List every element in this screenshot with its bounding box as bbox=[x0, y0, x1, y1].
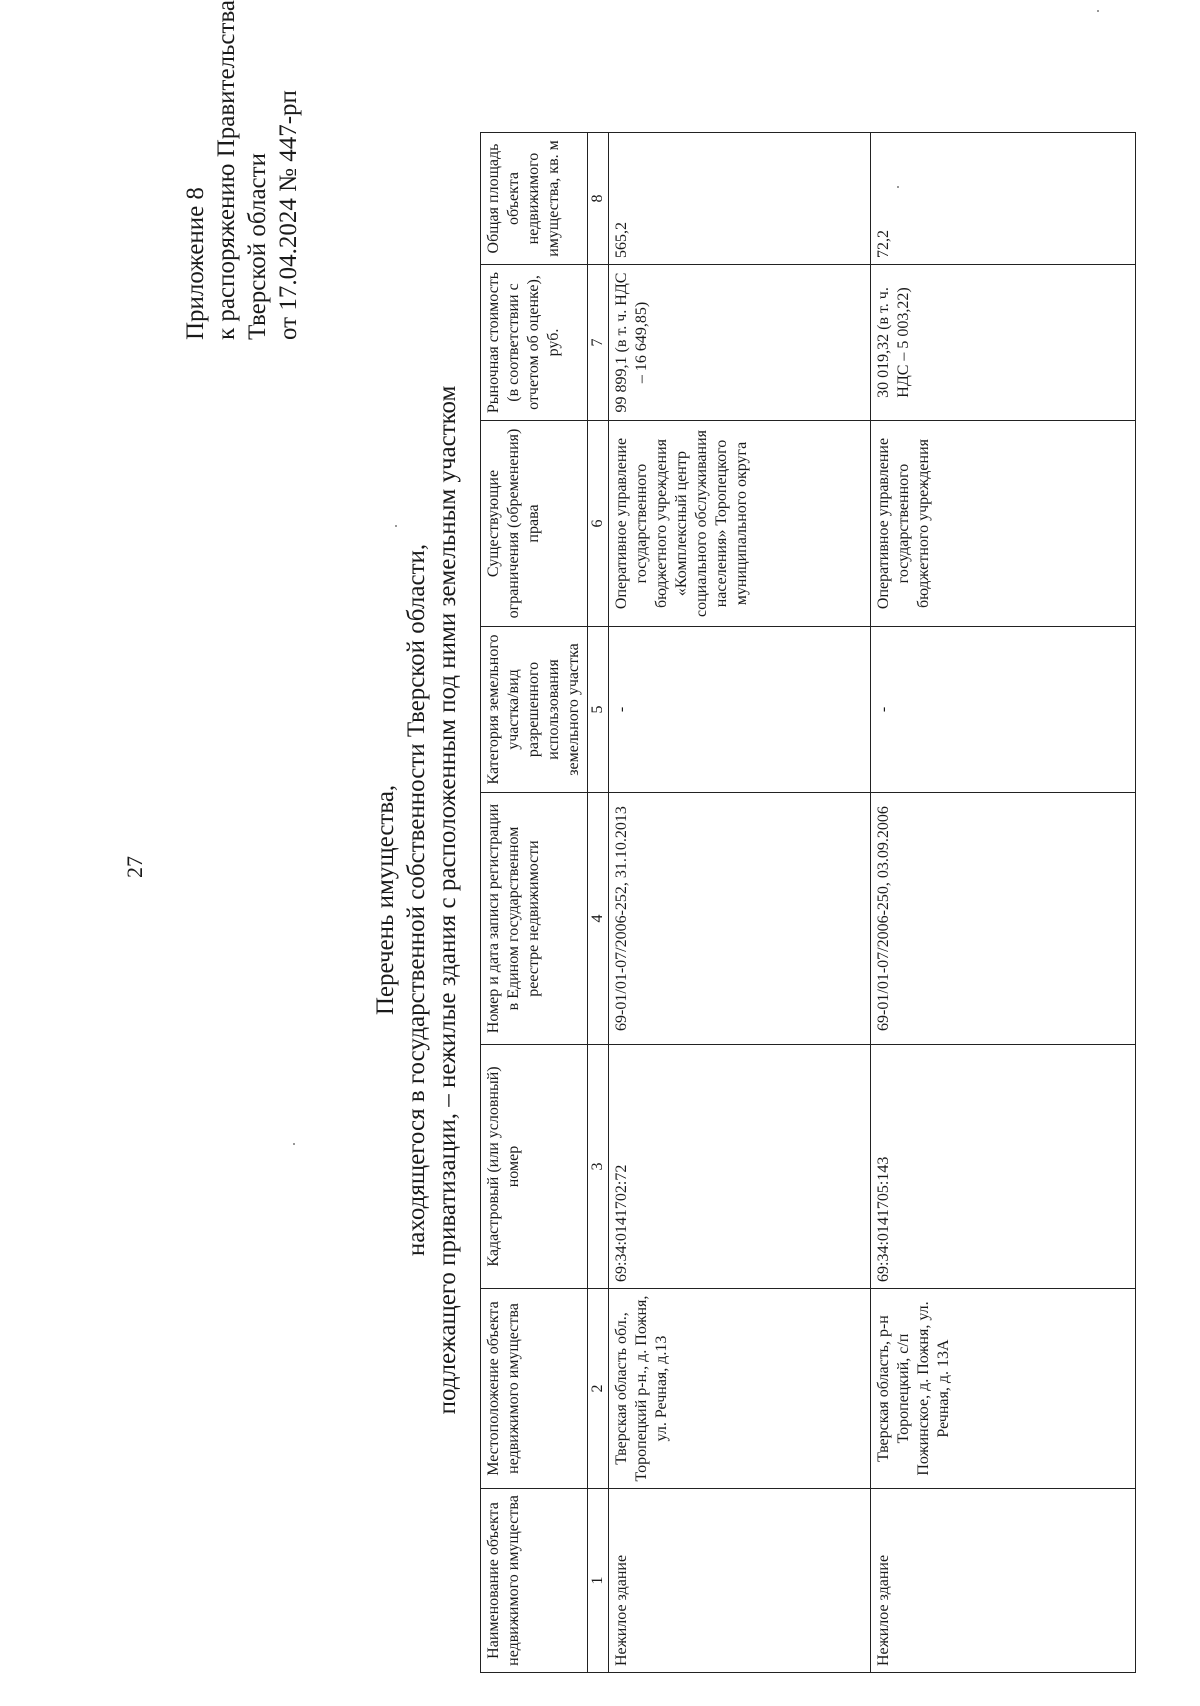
title-line: находящегося в государственной собственности Тверской области, bbox=[403, 543, 430, 1257]
table-row bbox=[609, 133, 871, 1673]
header-cell: Категория земельного участка/вид разрешенного использования земельного участка bbox=[481, 627, 588, 793]
registration-cell: 69-01/01-07/2006-250, 03.09.2006 bbox=[871, 793, 1136, 1045]
registration-cell: 69-01/01-07/2006-252, 31.10.2013 bbox=[609, 793, 871, 1045]
table-row bbox=[871, 133, 1136, 1673]
annex-line: Приложение 8 bbox=[182, 187, 209, 340]
column-number: 2 bbox=[588, 1289, 609, 1489]
annex-line: от 17.04.2024 № 447-рп bbox=[275, 90, 302, 340]
column-number-row bbox=[588, 133, 609, 1673]
encumbrance-cell: Оперативное управление государственного бюджетного учреждения bbox=[871, 421, 1136, 627]
object-name-cell: Нежилое здание bbox=[609, 1489, 871, 1673]
document-title bbox=[370, 100, 463, 1700]
scan-speck bbox=[395, 525, 397, 527]
land-category-cell: - bbox=[609, 627, 871, 793]
header-cell: Существующие ограничения (обременения) права bbox=[481, 421, 588, 627]
header-cell: Номер и дата записи регистрации в Едином государственном реестре недвижимости bbox=[481, 793, 588, 1045]
location-cell: Тверская область, р-н Торопецкий, с/п Пожинское, д. Пожня, ул. Речная, д. 13А bbox=[871, 1289, 1136, 1489]
header-cell: Кадастровый (или условный) номер bbox=[481, 1045, 588, 1289]
area-cell: 72,2 bbox=[871, 133, 1136, 265]
annex-block bbox=[180, 0, 304, 340]
rotated-page-content bbox=[25, 0, 1175, 1700]
column-number: 4 bbox=[588, 793, 609, 1045]
header-cell: Рыночная стоимость (в соответствии с отчетом об оценке), руб. bbox=[481, 265, 588, 421]
object-name-cell: Нежилое здание bbox=[871, 1489, 1136, 1673]
column-number: 8 bbox=[588, 133, 609, 265]
header-cell: Наименование объекта недвижимого имущества bbox=[481, 1489, 588, 1673]
market-value-cell: 99 899,1 (в т. ч. НДС – 16 649,85) bbox=[609, 265, 871, 421]
market-value-cell: 30 019,32 (в т. ч. НДС – 5 003,22) bbox=[871, 265, 1136, 421]
cadastral-number-cell: 69:34:0141705:143 bbox=[871, 1045, 1136, 1289]
annex-line: Тверской области bbox=[244, 153, 271, 340]
scan-speck bbox=[897, 186, 899, 188]
title-line: Перечень имущества, bbox=[372, 784, 399, 1016]
cadastral-number-cell: 69:34:0141702:72 bbox=[609, 1045, 871, 1289]
page-number: 27 bbox=[122, 856, 147, 878]
scan-speck bbox=[1097, 10, 1099, 12]
location-cell: Тверская область обл., Торопецкий р-н., д. Пожня, ул. Речная, д.13 bbox=[609, 1289, 871, 1489]
header-cell: Местоположение объекта недвижимого имущества bbox=[481, 1289, 588, 1489]
scan-speck bbox=[293, 1143, 295, 1145]
area-cell: 565,2 bbox=[609, 133, 871, 265]
column-number: 7 bbox=[588, 265, 609, 421]
column-number: 3 bbox=[588, 1045, 609, 1289]
column-number: 6 bbox=[588, 421, 609, 627]
encumbrance-cell: Оперативное управление государственного бюджетного учреждения «Комплексный центр социального обслуживания населения» Торопецкого муниципального округа bbox=[609, 421, 871, 627]
title-line: подлежащего приватизации, – нежилые здания с расположенным под ними земельным участком bbox=[434, 385, 461, 1415]
header-cell: Общая площадь объекта недвижимого имущества, кв. м bbox=[481, 133, 588, 265]
header-row bbox=[481, 133, 588, 1673]
property-table bbox=[480, 132, 1136, 1673]
column-number: 1 bbox=[588, 1489, 609, 1673]
annex-line: к распоряжению Правительства bbox=[213, 0, 240, 340]
land-category-cell: - bbox=[871, 627, 1136, 793]
column-number: 5 bbox=[588, 627, 609, 793]
